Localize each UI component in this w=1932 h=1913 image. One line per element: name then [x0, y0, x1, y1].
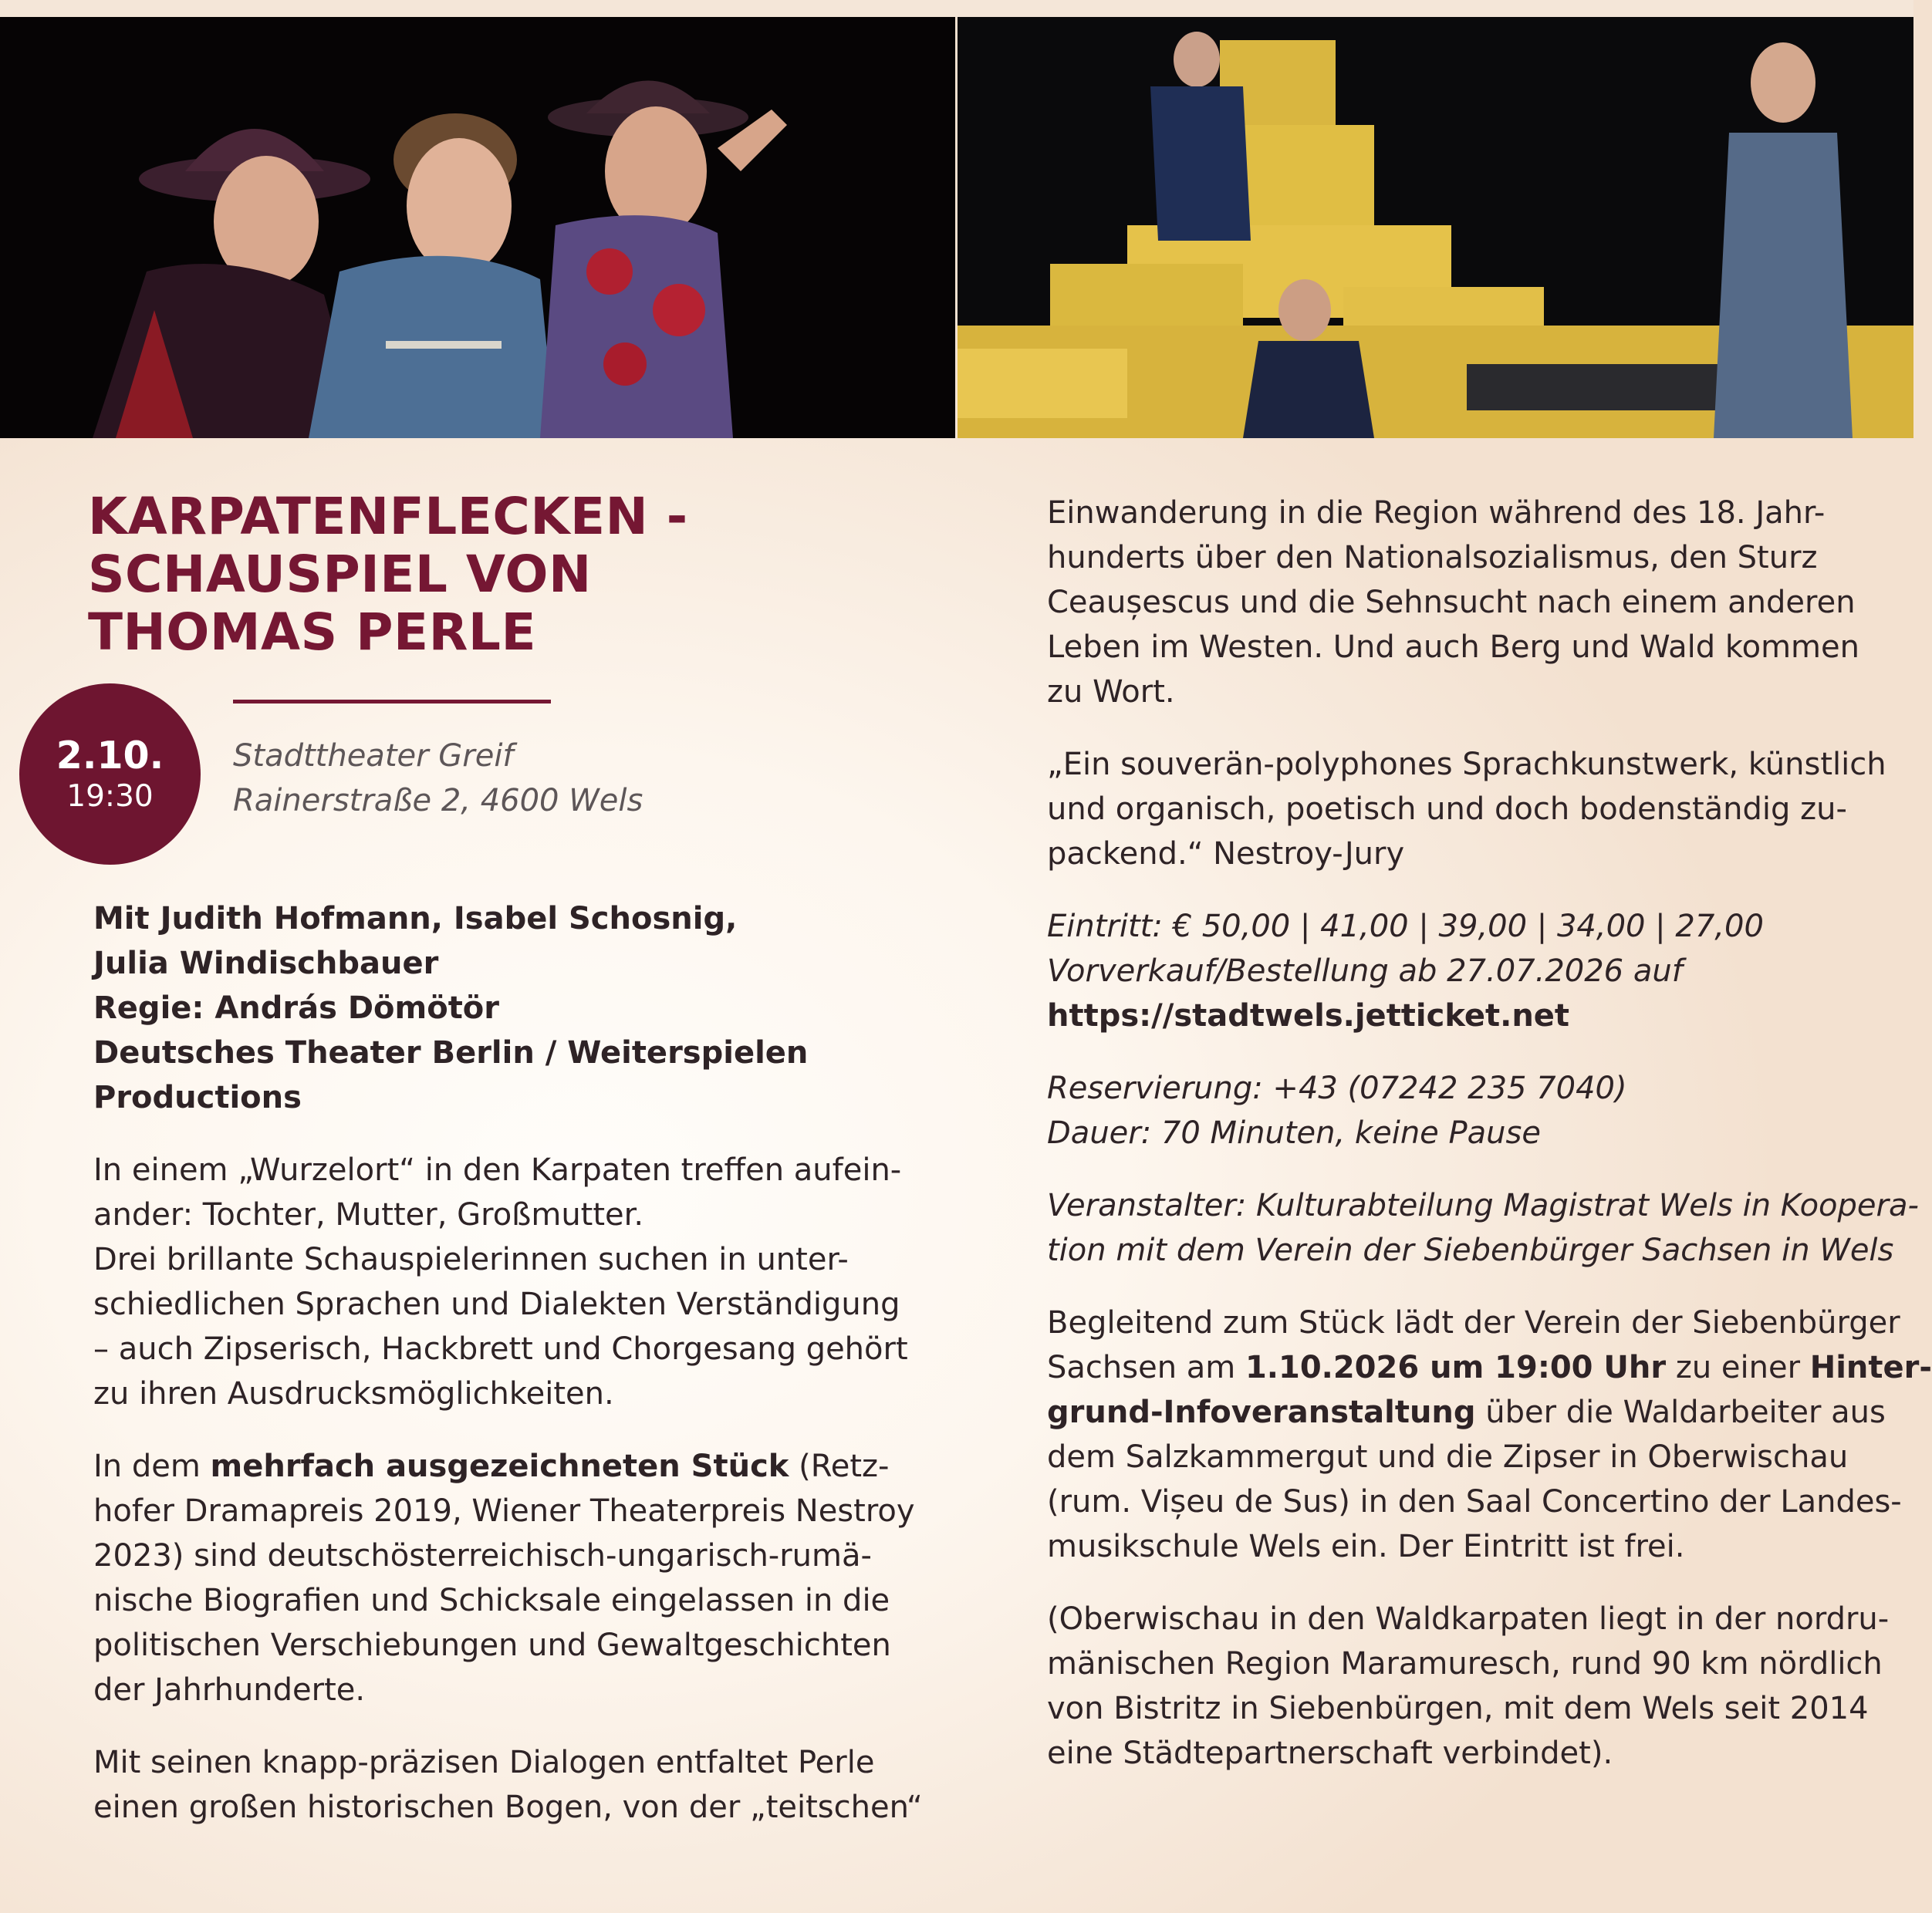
text-line: Begleitend zum Stück lädt der Verein der Siebenbürger [1047, 1305, 1900, 1341]
text-line [1047, 1345, 1932, 1390]
text-line: eine Städtepartnerschaft verbindet). [1047, 1736, 1613, 1771]
text-line: packend.“ Nestroy-Jury [1047, 836, 1405, 872]
accompany-highlight: Hinter- [1809, 1350, 1932, 1385]
text-run: über die Waldarbeiter aus [1475, 1395, 1886, 1430]
credits-line: Julia Windischbauer [93, 946, 439, 981]
text-line: dem Salzkammergut und die Zipser in Oberwischau [1047, 1439, 1849, 1475]
text-run: In dem [93, 1449, 211, 1484]
text-line: nische Biografien und Schicksale eingelassen in die [93, 1583, 890, 1618]
credits-line: Productions [93, 1080, 302, 1115]
left-column [93, 896, 923, 1857]
awards-highlight: mehrfach ausgezeichneten Stück [210, 1449, 789, 1484]
ticket-link[interactable]: https://stadtwels.jetticket.net [1047, 998, 1570, 1034]
title-divider [233, 700, 551, 703]
continuation-paragraph [1047, 491, 1896, 714]
duration-line: Dauer: 70 Minuten, keine Pause [1047, 1115, 1541, 1151]
title-line-3: THOMAS PERLE [88, 602, 537, 662]
venue-address: Rainerstraße 2, 4600 Wels [233, 783, 643, 818]
text-run: Sachsen am [1047, 1350, 1245, 1385]
intro-paragraph [93, 1148, 908, 1416]
text-line: musikschule Wels ein. Der Eintritt ist frei. [1047, 1529, 1685, 1564]
text-line: Einwanderung in die Region während des 18. Jahr- [1047, 495, 1826, 531]
text-line: Mit seinen knapp-präzisen Dialogen entfaltet Perle [93, 1745, 875, 1780]
text-line: (Oberwischau in den Waldkarpaten liegt in der nordru- [1047, 1601, 1890, 1637]
text-line: ander: Tochter, Mutter, Großmutter. [93, 1197, 644, 1233]
top-strip [0, 0, 1913, 17]
credits [93, 896, 896, 1120]
title-line-1: KARPATENFLECKEN - [88, 487, 688, 546]
text-run: zu einer [1666, 1350, 1810, 1385]
text-line: der Jahrhunderte. [93, 1672, 366, 1708]
ticket-info [1047, 904, 1896, 1038]
dialogue-paragraph [93, 1740, 923, 1830]
text-line [1047, 1390, 1896, 1435]
page-title [88, 488, 752, 661]
text-line: (rum. Vișeu de Sus) in den Saal Concertino der Landes- [1047, 1484, 1902, 1520]
text-line: 2023) sind deutschösterreichisch-ungarisch-rumä- [93, 1538, 872, 1574]
text-line: einen großen historischen Bogen, von der „teitschen“ [93, 1790, 923, 1825]
venue-info [233, 734, 773, 823]
accompany-highlight: grund-Infoveranstaltung [1047, 1395, 1476, 1430]
text-line: politischen Verschiebungen und Gewaltgeschichten [93, 1628, 891, 1663]
text-line [93, 1444, 896, 1489]
accompany-date: 1.10.2026 um 19:00 Uhr [1245, 1350, 1667, 1385]
stage-photo-right [958, 17, 1913, 438]
jury-quote [1047, 742, 1896, 876]
reservation-phone: Reservierung: +43 (07242 235 7040) [1047, 1071, 1627, 1106]
title-line-2: SCHAUSPIEL VON [88, 545, 592, 604]
text-line: Veranstalter: Kulturabteilung Magistrat Wels in Koopera- [1047, 1188, 1919, 1223]
event-date: 2.10. [56, 734, 164, 778]
text-line: zu Wort. [1047, 674, 1175, 710]
credits-line: Deutsches Theater Berlin / Weiterspielen [93, 1035, 809, 1071]
text-line: hunderts über den Nationalsozialismus, den Sturz [1047, 540, 1818, 575]
text-line: hofer Dramapreis 2019, Wiener Theaterpreis Nestroy [93, 1493, 915, 1529]
venue-name: Stadttheater Greif [233, 738, 514, 774]
text-line: und organisch, poetisch und doch bodenständig zu- [1047, 791, 1847, 827]
text-line: tion mit dem Verein der Siebenbürger Sachsen in Wels [1047, 1233, 1894, 1268]
price-line: Eintritt: € 50,00 | 41,00 | 39,00 | 34,00 | 27,00 [1047, 909, 1764, 944]
text-line: zu ihren Ausdrucksmöglichkeiten. [93, 1376, 614, 1412]
text-line: „Ein souverän-polyphones Sprachkunstwerk, künstlich [1047, 747, 1886, 782]
text-line: Ceaușescus und die Sehnsucht nach einem anderen [1047, 585, 1856, 620]
text-run: (Retz- [789, 1449, 890, 1484]
credits-line: Mit Judith Hofmann, Isabel Schosnig, [93, 901, 738, 936]
reservation-info [1047, 1066, 1896, 1156]
text-line: mänischen Region Maramuresch, rund 90 km nördlich [1047, 1646, 1883, 1682]
partnership-note [1047, 1597, 1896, 1776]
date-badge [19, 683, 201, 865]
stage-photo-left [0, 17, 955, 438]
text-line: Leben im Westen. Und auch Berg und Wald kommen [1047, 629, 1859, 665]
credits-line: Regie: András Dömötör [93, 990, 500, 1026]
event-time: 19:30 [66, 779, 154, 814]
text-line: von Bistritz in Siebenbürgen, mit dem Wels seit 2014 [1047, 1691, 1869, 1726]
text-line: schiedlichen Sprachen und Dialekten Verständigung [93, 1287, 900, 1322]
accompanying-event [1047, 1301, 1932, 1569]
right-column [1047, 491, 1932, 1803]
text-line: – auch Zipserisch, Hackbrett und Chorgesang gehört [93, 1331, 908, 1367]
awards-paragraph [93, 1444, 915, 1712]
presale-line: Vorverkauf/Bestellung ab 27.07.2026 auf [1047, 953, 1683, 989]
organizer-info [1047, 1183, 1919, 1273]
text-line: Drei brillante Schauspielerinnen suchen in unter- [93, 1242, 849, 1277]
text-line: In einem „Wurzelort“ in den Karpaten treffen aufein- [93, 1152, 902, 1188]
